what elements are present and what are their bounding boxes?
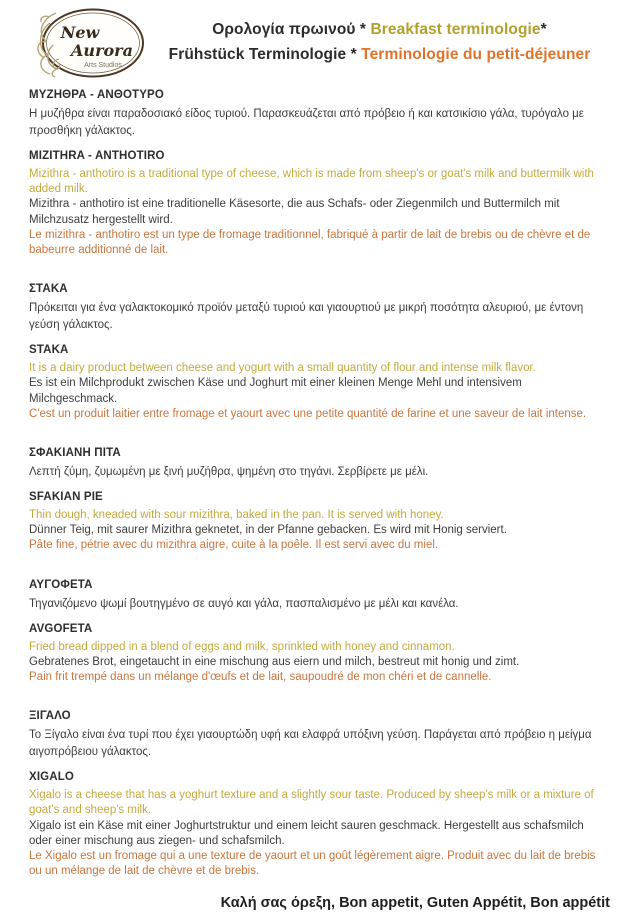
latin-heading: STAKA [29, 344, 69, 357]
logo-name-line2: Aurora [71, 41, 133, 60]
greek-text: Πρόκειται για ένα γαλακτοκομικό προϊόν μεταξύ τυριού και γιαουρτιού με μικρή ποσότητα αλευριού, με έντονη γεύση γάλακτος. [29, 302, 584, 332]
greek-heading: ΑΥΓΟΦΕΤΑ [29, 578, 93, 591]
french-text: Pain frit trempé dans un mélange d'œufs et de lait, saupoudré de mon chéri et de cannelle. [29, 671, 492, 684]
english-text: Mizithra - anthotiro is a traditional type of cheese, which is made from sheep's or goat's milk and buttermilk with added milk. [29, 168, 594, 196]
german-text: Dünner Teig, mit saurer Mizithra geknetet, in der Pfanne gebacken. Es wird mit Honig serviert. [29, 524, 507, 537]
english-text: Xigalo is a cheese that has a yoghurt texture and a slightly sour taste. Produced by sheep's milk or a mixture of goat's and sheep's milk. [29, 789, 594, 817]
title-line-2 [146, 42, 613, 67]
french-text: Le mizithra - anthotiro est un type de fromage traditionnel, fabriqué à partir de lait de brebis ou de chèvre et de babeurre additionné de lait. [29, 228, 591, 257]
logo-graphic [26, 5, 146, 83]
french-text: Le Xigalo est un fromage qui a une texture de yaourt et un goût légèrement aigre. Produit avec du lait de brebis ou un mélange de lait de chèvre et de brebis. [29, 850, 596, 878]
greek-text: Το Ξίγαλο είναι ένα τυρί που έχει γιαουρτώδη υφή και ελαφρά υπόξινη γεύση. Παράγεται από πρόβειο η μείγμα αιγοπρόβειου γάλακτος. [29, 729, 592, 759]
greek-heading: ΜΥΖΗΘΡΑ - ΑΝΘΟΤΥΡΟ [29, 89, 164, 101]
title-german: Frühstück Terminologie * [168, 46, 362, 63]
title-line-1 [146, 17, 613, 42]
page-header [0, 0, 637, 83]
terminology-content [0, 88, 637, 879]
title-french: Terminologie du petit-déjeuner [361, 46, 591, 63]
title-english: Breakfast terminologie [370, 21, 541, 38]
english-text: Thin dough, kneaded with sour mizithra, baked in the pan. It is served with honey. [29, 509, 444, 522]
section-sfakian-pie [29, 446, 608, 554]
latin-heading: SFAKIAN PIE [29, 491, 103, 504]
section-staka [29, 282, 608, 422]
latin-heading: AVGOFETA [29, 622, 93, 635]
bon-appetit-line: Καλή σας όρεξη, Bon appetit, Guten Appétit, Bon appétit [220, 895, 610, 912]
german-text: Xigalo ist ein Käse mit einer Joghurtstruktur und einem leicht sauren geschmack. Hergestellt aus schafsmilch oder einer mischung aus ziegen- und schafsmilch. [29, 819, 584, 847]
english-text: It is a dairy product between cheese and yogurt with a small quantity of flour and intense milk flavor. [29, 362, 536, 375]
greek-text: Λεπτή ζύμη, ζυμωμένη με ξινή μυζήθρα, ψημένη στο τηγάνι. Σερβίρετε με μέλι. [29, 466, 429, 479]
logo-subtitle: Arts Studios [84, 62, 122, 69]
english-text: Fried bread dipped in a blend of eggs and milk, sprinkled with honey and cinnamon. [29, 640, 455, 653]
latin-heading: XIGALO [29, 771, 74, 784]
title-greek: Ορολογία πρωινού * [212, 21, 371, 38]
new-aurora-logo [26, 5, 146, 83]
greek-heading: ΣΤΑΚΑ [29, 283, 68, 296]
latin-heading: MIZITHRA - ANTHOTIRO [29, 150, 165, 162]
greek-text: Τηγανιζόμενο ψωμί βουτηγμένο σε αυγό και γάλα, πασπαλισμένο με μέλι και κανέλα. [29, 597, 459, 610]
greek-heading: ΞΙΓΑΛΟ [29, 710, 71, 723]
section-avgofeta [29, 578, 608, 686]
german-text: Gebratenes Brot, eingetaucht in eine mischung aus eiern und milch, bestreut mit honig und zimt. [29, 655, 520, 668]
greek-text: Η μυζήθρα είναι παραδοσιακό είδος τυριού. Παρασκευάζεται από πρόβειο ή και κατσικίσιο γάλα, τυρόγαλο με προσθήκη γάλακτος. [29, 108, 584, 137]
french-text: C'est un produit laitier entre fromage et yaourt avec une petite quantité de farine et une saveur de lait intense. [29, 407, 587, 420]
french-text: Pâte fine, pétrie avec du mizithra aigre, cuite à la poêle. Il est servi avec du miel. [29, 539, 439, 552]
german-text: Mizithra - anthotiro ist eine traditionelle Käsesorte, die aus Schafs- oder Ziegenmilch und Buttermilch mit Milchzusatz hergestellt wird. [29, 198, 560, 226]
section-mizithra [29, 88, 608, 258]
page-title [146, 17, 613, 67]
greek-heading: ΣΦΑΚΙΑΝΗ ΠΙΤΑ [29, 447, 121, 460]
title-asterisk: * [540, 21, 547, 38]
section-xigalo [29, 709, 608, 879]
german-text: Es ist ein Milchprodukt zwischen Käse und Joghurt mit einer kleinen Menge Mehl und intensivem Milchgeschmack. [29, 377, 522, 405]
logo-name-line1: New [60, 23, 100, 42]
